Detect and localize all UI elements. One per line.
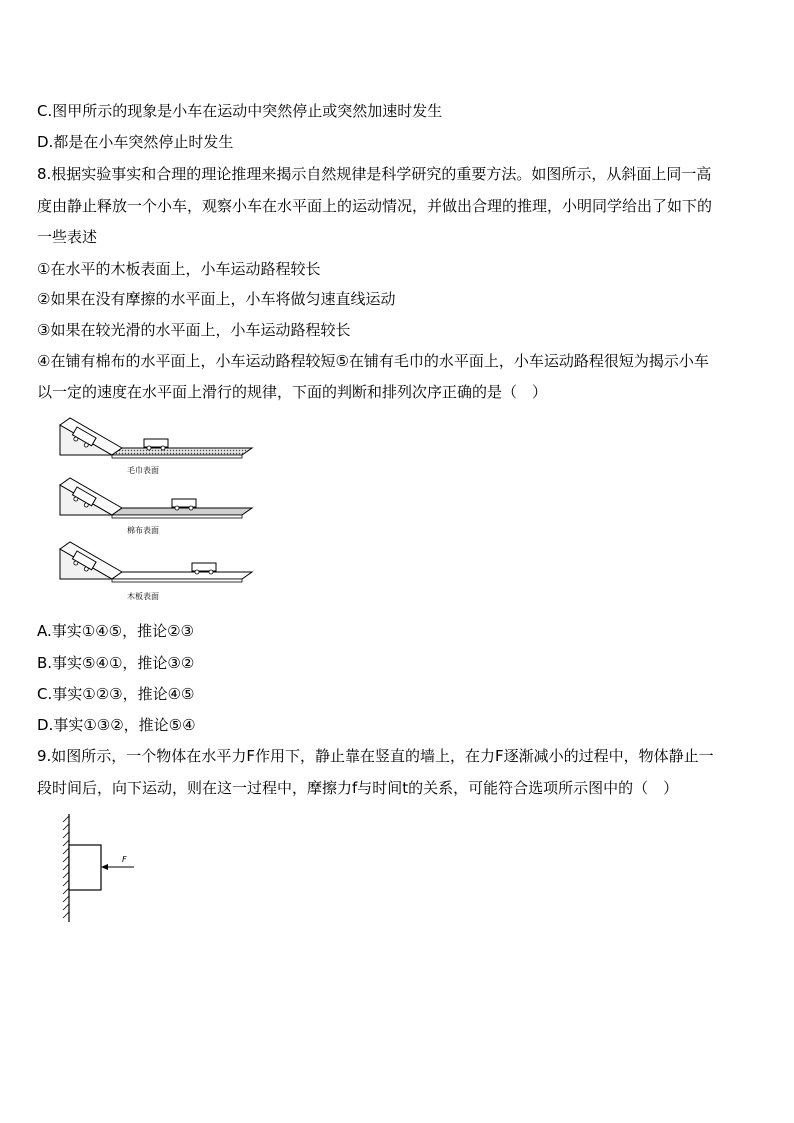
q7-option-d: D.都是在小车突然停止时发生 — [37, 133, 234, 151]
force-arrow-head-icon — [101, 864, 108, 870]
q8-option-d: D.事实①③②，推论⑤④ — [37, 716, 196, 734]
q8-statement-2: ②如果在没有摩擦的水平面上，小车将做匀速直线运动 — [37, 290, 396, 308]
q8-option-a: A.事实①④⑤，推论②③ — [37, 622, 195, 640]
label-cotton: 棉布表面 — [127, 526, 159, 535]
q8-statement-1: ①在水平的木板表面上，小车运动路程较长 — [37, 260, 321, 278]
q8-statement-3: ③如果在较光滑的水平面上，小车运动路程较长 — [37, 321, 351, 339]
ramp-wood — [60, 542, 252, 601]
ramp-cotton — [60, 478, 252, 535]
q8-stem-line-3: 一些表述 — [37, 228, 98, 246]
q8-option-b: B.事实⑤④①，推论③② — [37, 654, 195, 672]
ramp-towel — [60, 418, 252, 475]
q8-stem-line-2: 度由静止释放一个小车，观察小车在水平面上的运动情况，并做出合理的推理，小明同学给出了如下的 — [37, 197, 713, 215]
label-towel: 毛巾表面 — [127, 466, 159, 475]
inclined-plane-figure — [52, 413, 292, 608]
block — [69, 845, 101, 890]
q8-statement-4-line-2: 以一定的速度在水平面上滑行的规律，下面的判断和排列次序正确的是（ ） — [37, 383, 548, 401]
q9-stem-line-1: 9.如图所示，一个物体在水平力F作用下，静止靠在竖直的墙上，在力F逐渐减小的过程中，物体静止一 — [37, 747, 714, 765]
q8-option-c: C.事实①②③，推论④⑤ — [37, 685, 195, 703]
q8-stem-line-1: 8.根据实验事实和合理的理论推理来揭示自然规律是科学研究的重要方法。如图所示，从斜面上同一高 — [37, 165, 712, 183]
wall-hatching — [63, 816, 69, 918]
q9-stem-line-2: 段时间后，向下运动，则在这一过程中，摩擦力f与时间t的关系，可能符合选项所示图中的（ ） — [37, 779, 679, 797]
label-wood: 木板表面 — [127, 592, 159, 601]
force-label: F — [122, 855, 127, 864]
wall-block-figure — [60, 812, 150, 924]
q7-option-c: C.图甲所示的现象是小车在运动中突然停止或突然加速时发生 — [37, 102, 443, 120]
q8-statement-4-line-1: ④在铺有棉布的水平面上，小车运动路程较短⑤在铺有毛巾的水平面上，小车运动路程很短为揭示小车 — [37, 352, 709, 370]
